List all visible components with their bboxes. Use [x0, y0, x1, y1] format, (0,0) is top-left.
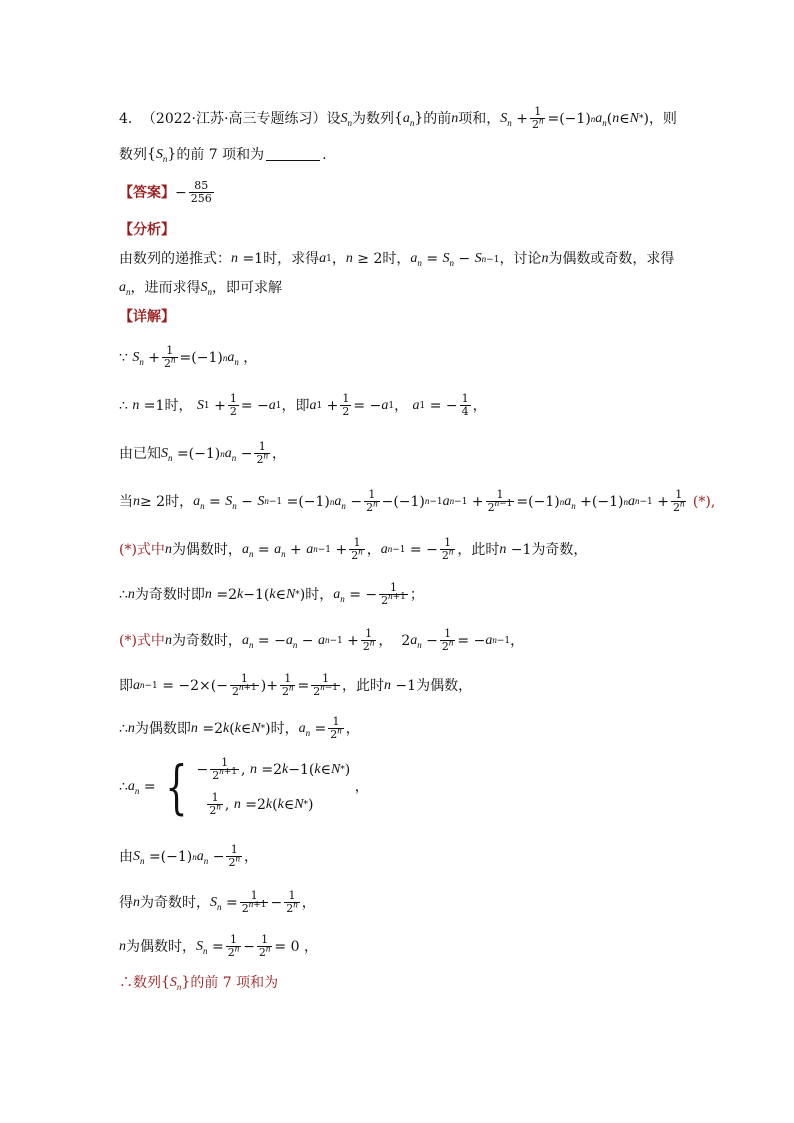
- question-line-1: 4． （2022·江苏·高三专题练习） 设 $S_n$ 为数列 $\{a_n\}$ 的前 n 项和， $S_n$ + $\frac{1}{2^n}$ =(−1) n $a_n$ ( n ∈ N * ) ，则: [119, 105, 677, 131]
- detail-text: (*)式中: [119, 632, 165, 649]
- detail-line-1: ∵ $S_n$ + $\frac{1}{2^n}$ =(−1) n $a_n$ ，: [119, 344, 258, 370]
- analysis-line-2: $a_n$ ，进而求得 $S_n$ ，即可求解: [119, 280, 282, 297]
- detail-text: ∴数列: [119, 974, 161, 991]
- detail-line-12: 得 n 为奇数时， $S_n$ = $\frac{1}{2^{n+1}}$ − $\frac{1}{2^n}$ ，: [119, 889, 316, 915]
- detail-line-10-piecewise: ∴ $a_n$ = { − $\frac{1}{2^{n+1}}$ , n =2 k −1( k ∈ N * ) $\frac{1}{2^n}$ , n =2 k ( k ∈ N * ) ，: [119, 753, 369, 821]
- detail-text: 为奇数时即: [134, 586, 205, 603]
- question-text: ，则: [648, 110, 677, 127]
- detail-line-13: n 为偶数时， $S_n$ = $\frac{1}{2^n}$ − $\frac{1}{2^n}$ = 0 ，: [119, 933, 318, 959]
- detail-line-8: 即 a n−1 = −2×(− $\frac{1}{2^{n+1}}$ )+ $\frac{1}{2^n}$ = $\frac{1}{2^{n-1}}$ ，此时 n −1 为偶数，: [119, 672, 473, 698]
- detail-line-2: ∴ n =1时， S 1 + $\frac{1}{2}$ = − a 1 ，即 a 1 + $\frac{1}{2}$ = − a 1 ， a 1 = − $\frac{1}{4}$ ，: [119, 392, 487, 418]
- equation-mark: (*),: [692, 493, 716, 510]
- detail-text: 为偶数时，: [171, 541, 242, 558]
- detail-label: 【详解】: [119, 309, 175, 325]
- analysis-line-1: 由数列的递推式： n =1 时，求得 a 1 ， n ≥ 2 时， $a_n$ = $S_n$ − S n−1 ，讨论 n 为偶数或奇数，求得: [119, 251, 675, 268]
- question-text: 为数列: [351, 110, 394, 127]
- detail-label-line: [119, 308, 175, 326]
- answer-blank: [266, 148, 320, 161]
- question-text: .: [322, 146, 327, 163]
- detail-line-9: ∴ n 为偶数即 n =2 k ( k ∈ N * ) 时， $a_n$ = $\frac{1}{2^n}$ ，: [119, 715, 360, 741]
- answer-numerator: 85: [194, 179, 209, 192]
- answer-label: 【答案】: [119, 184, 175, 201]
- question-text: 的前 7 项和为: [176, 146, 265, 163]
- piecewise-cases: { − $\frac{1}{2^{n+1}}$ , n =2 k −1( k ∈ N * ) $\frac{1}{2^n}$ , n =2 k ( k ∈ N * ): [164, 753, 351, 821]
- detail-text: ∴: [119, 779, 128, 795]
- detail-text: 为奇数时，: [140, 894, 210, 911]
- analysis-label: 【分析】: [119, 222, 175, 238]
- detail-text: 当: [119, 493, 133, 510]
- analysis-text: 时，求得: [263, 251, 320, 267]
- analysis-text: ，讨论: [499, 251, 542, 267]
- analysis-text: 由数列的递推式：: [119, 251, 231, 267]
- detail-text: 时，: [270, 720, 299, 737]
- question-source: （2022·江苏·高三专题练习）: [141, 110, 327, 127]
- detail-line-14: ∴数列 $\{S_n\}$ 的前 7 项和为: [119, 974, 279, 992]
- analysis-text: ，进而求得: [130, 280, 201, 296]
- detail-text: ∴: [119, 586, 128, 603]
- detail-text: ∴: [119, 720, 128, 737]
- question-text: 项和，: [458, 110, 501, 127]
- detail-text: 为奇数，: [531, 541, 588, 558]
- analysis-text: ，: [331, 251, 346, 267]
- detail-text: 由已知: [119, 445, 161, 462]
- detail-text: 为偶数，: [416, 677, 473, 694]
- detail-text: 时，: [165, 493, 194, 510]
- detail-text: 由: [119, 848, 133, 865]
- answer-line: [119, 180, 216, 205]
- answer-sign: −: [175, 184, 187, 201]
- detail-text: 时，: [305, 586, 334, 603]
- detail-text: 为偶数即: [134, 720, 191, 737]
- analysis-label-line: [119, 221, 175, 239]
- detail-line-7: (*)式中 n 为奇数时， $a_n$ = − $a_n$ − a n−1 + $\frac{1}{2^n}$ ， 2 $a_n$ − $\frac{1}{2^n}$ = − a n−1 ，: [119, 627, 525, 653]
- detail-text: ，此时: [457, 541, 500, 558]
- detail-text: 的前 7 项和为: [190, 974, 279, 991]
- question-text: 的前: [423, 110, 452, 127]
- analysis-text: 时，: [382, 251, 411, 267]
- analysis-text: ，即可求解: [212, 280, 282, 296]
- question-number: 4．: [119, 110, 142, 127]
- detail-text: 为偶数时，: [126, 938, 196, 955]
- question-text: 设: [326, 110, 341, 127]
- detail-text: (*)式中: [119, 541, 165, 558]
- detail-line-11: 由 $S_n$ =(−1) n $a_n$ − $\frac{1}{2^n}$ ，: [119, 843, 258, 869]
- detail-line-4: 当 n ≥ 2 时， $a_n$ = $S_n$ − S n−1 =(−1) n $a_n$ − $\frac{1}{2^n}$ −(−1) n−1 a n−1 + $\frac{1}{2^{n-1}}$ =(−1) n $a_n$ +(−1) n a n−1 + $\frac{1}{2^n}$ (*),: [119, 488, 716, 514]
- answer-denominator: 256: [190, 192, 212, 205]
- detail-line-6: ∴ n 为奇数时即 n =2 k −1( k ∈ N * ) 时， $a_n$ = − $\frac{1}{2^{n+1}}$ ；: [119, 581, 424, 607]
- analysis-text: 为偶数或奇数，求得: [548, 251, 675, 267]
- detail-line-5: (*)式中 n 为偶数时， $a_n$ = $a_n$ + a n−1 + $\frac{1}{2^n}$ ， a n−1 = − $\frac{1}{2^n}$ ，此时 n −1 为奇数，: [119, 536, 588, 562]
- detail-text: 即: [119, 677, 133, 694]
- detail-text: 为奇数时，: [171, 632, 242, 649]
- detail-line-3: 由已知 $S_n$ =(−1) n $a_n$ − $\frac{1}{2^n}$ ，: [119, 440, 286, 466]
- question-line-2: 数列 $\{S_n\}$ 的前 7 项和为 .: [119, 146, 327, 164]
- detail-text: ，此时: [341, 677, 384, 694]
- question-text: 数列: [119, 146, 147, 163]
- detail-text: 得: [119, 894, 133, 911]
